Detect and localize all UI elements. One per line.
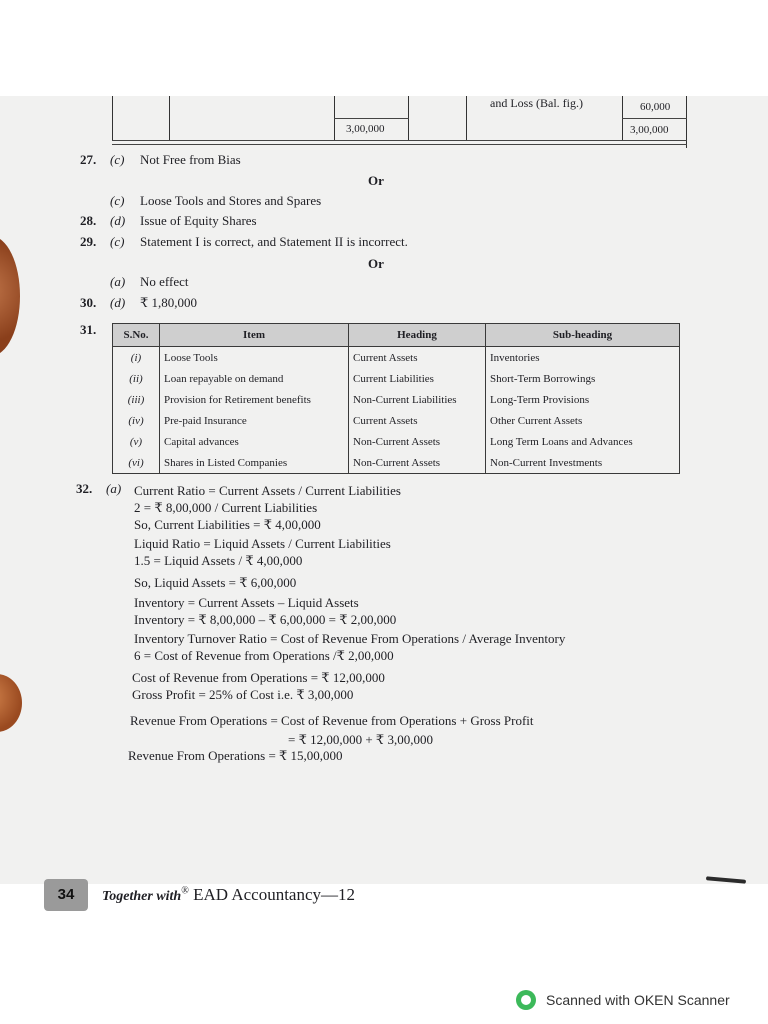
table-border bbox=[466, 96, 467, 140]
table-cell: (i) bbox=[113, 347, 160, 369]
table-cell: Current Liabilities bbox=[349, 368, 486, 389]
table-cell: Other Current Assets bbox=[486, 410, 680, 431]
working-line: 6 = Cost of Revenue from Operations /₹ 2,00,000 bbox=[134, 648, 394, 663]
table-border bbox=[334, 118, 409, 119]
answer-option: (c) bbox=[110, 193, 125, 208]
page-number-badge: 34 bbox=[44, 879, 88, 911]
answer-text: Not Free from Bias bbox=[140, 152, 241, 167]
table-cell: (ii) bbox=[113, 368, 160, 389]
answer-option: (d) bbox=[110, 213, 126, 228]
table-cell: Non-Current Investments bbox=[486, 452, 680, 474]
oken-logo-icon bbox=[516, 990, 536, 1010]
top-table-right-value: 60,000 bbox=[640, 101, 671, 113]
answer-option: (c) bbox=[110, 234, 125, 249]
question-number: 29. bbox=[80, 234, 97, 249]
answer-text: ₹ 1,80,000 bbox=[140, 295, 198, 310]
question-number: 32. bbox=[76, 481, 93, 496]
table-cell: Current Assets bbox=[349, 347, 486, 369]
working-line: Revenue From Operations = ₹ 15,00,000 bbox=[128, 748, 343, 763]
table-cell: Provision for Retirement benefits bbox=[160, 389, 349, 410]
working-line: Inventory = Current Assets – Liquid Assets bbox=[134, 595, 359, 610]
working-line: Inventory = ₹ 8,00,000 – ₹ 6,00,000 = ₹ 2,00,000 bbox=[134, 612, 397, 627]
working-line: Gross Profit = 25% of Cost i.e. ₹ 3,00,000 bbox=[132, 687, 354, 702]
working-line: So, Liquid Assets = ₹ 6,00,000 bbox=[134, 575, 297, 590]
table-cell: Long Term Loans and Advances bbox=[486, 431, 680, 452]
book-title-text: EAD Accountancy—12 bbox=[188, 885, 356, 904]
table-cell: Non-Current Liabilities bbox=[349, 389, 486, 410]
question-number: 30. bbox=[80, 295, 97, 310]
brand-logo-text: Together with bbox=[102, 889, 182, 904]
question-number: 27. bbox=[80, 152, 97, 167]
table-border bbox=[169, 96, 170, 140]
table-cell: Short-Term Borrowings bbox=[486, 368, 680, 389]
table-header: Sub-heading bbox=[486, 324, 680, 347]
working-line: Cost of Revenue from Operations = ₹ 12,00,000 bbox=[132, 670, 385, 685]
table-cell: Inventories bbox=[486, 347, 680, 369]
working-line: 2 = ₹ 8,00,000 / Current Liabilities bbox=[134, 500, 318, 515]
table-border bbox=[112, 96, 113, 140]
scanner-label: Scanned with OKEN Scanner bbox=[546, 992, 730, 1008]
working-line: Revenue From Operations = Cost of Revenue from Operations + Gross Profit bbox=[130, 713, 534, 728]
or-separator: Or bbox=[368, 256, 384, 271]
table-cell: Capital advances bbox=[160, 431, 349, 452]
working-line: Liquid Ratio = Liquid Assets / Current Liabilities bbox=[134, 536, 391, 551]
table-header: Heading bbox=[349, 324, 486, 347]
table-row bbox=[113, 389, 680, 410]
table-row bbox=[113, 431, 680, 452]
top-table-mid-total: 3,00,000 bbox=[346, 123, 385, 135]
table-row bbox=[113, 452, 680, 474]
table-cell: (v) bbox=[113, 431, 160, 452]
table-header-row bbox=[113, 324, 680, 347]
working-line: 1.5 = Liquid Assets / ₹ 4,00,000 bbox=[134, 553, 303, 568]
or-separator: Or bbox=[368, 173, 384, 188]
table-header: S.No. bbox=[113, 324, 160, 347]
textbook-page bbox=[0, 96, 768, 904]
scanner-watermark bbox=[516, 990, 730, 1010]
table-cell: Shares in Listed Companies bbox=[160, 452, 349, 474]
answer-text: No effect bbox=[140, 274, 189, 289]
table-cell: (iii) bbox=[113, 389, 160, 410]
table-border bbox=[112, 140, 687, 141]
book-title bbox=[102, 885, 355, 905]
table-cell: Non-Current Assets bbox=[349, 431, 486, 452]
table-header: Item bbox=[160, 324, 349, 347]
table-row bbox=[113, 368, 680, 389]
table-border bbox=[622, 118, 687, 119]
answer-text: Statement I is correct, and Statement II is incorrect. bbox=[140, 234, 408, 249]
table-cell: Loan repayable on demand bbox=[160, 368, 349, 389]
table-row bbox=[113, 410, 680, 431]
table-cell: Non-Current Assets bbox=[349, 452, 486, 474]
table-cell: (vi) bbox=[113, 452, 160, 474]
background-object bbox=[0, 236, 20, 356]
classification-table bbox=[112, 323, 680, 474]
table-cell: Pre-paid Insurance bbox=[160, 410, 349, 431]
working-line: = ₹ 12,00,000 + ₹ 3,00,000 bbox=[288, 732, 433, 747]
working-line: So, Current Liabilities = ₹ 4,00,000 bbox=[134, 517, 321, 532]
background-object bbox=[0, 674, 22, 732]
working-line: Current Ratio = Current Assets / Current Liabilities bbox=[134, 483, 401, 498]
top-table-right-total: 3,00,000 bbox=[630, 124, 669, 136]
registered-mark: ® bbox=[181, 885, 189, 897]
question-number: 31. bbox=[80, 322, 97, 337]
working-line: Inventory Turnover Ratio = Cost of Revenue From Operations / Average Inventory bbox=[134, 631, 566, 646]
table-cell: (iv) bbox=[113, 410, 160, 431]
answer-text: Issue of Equity Shares bbox=[140, 213, 257, 228]
table-cell: Current Assets bbox=[349, 410, 486, 431]
answer-option: (a) bbox=[110, 274, 126, 289]
top-table-right-label: and Loss (Bal. fig.) bbox=[490, 96, 583, 110]
answer-option: (a) bbox=[106, 481, 122, 496]
answer-option: (c) bbox=[110, 152, 125, 167]
table-border bbox=[112, 144, 687, 145]
question-number: 28. bbox=[80, 213, 97, 228]
table-row bbox=[113, 347, 680, 369]
table-cell: Long-Term Provisions bbox=[486, 389, 680, 410]
answer-option: (d) bbox=[110, 295, 126, 310]
table-cell: Loose Tools bbox=[160, 347, 349, 369]
answer-text: Loose Tools and Stores and Spares bbox=[140, 193, 322, 208]
